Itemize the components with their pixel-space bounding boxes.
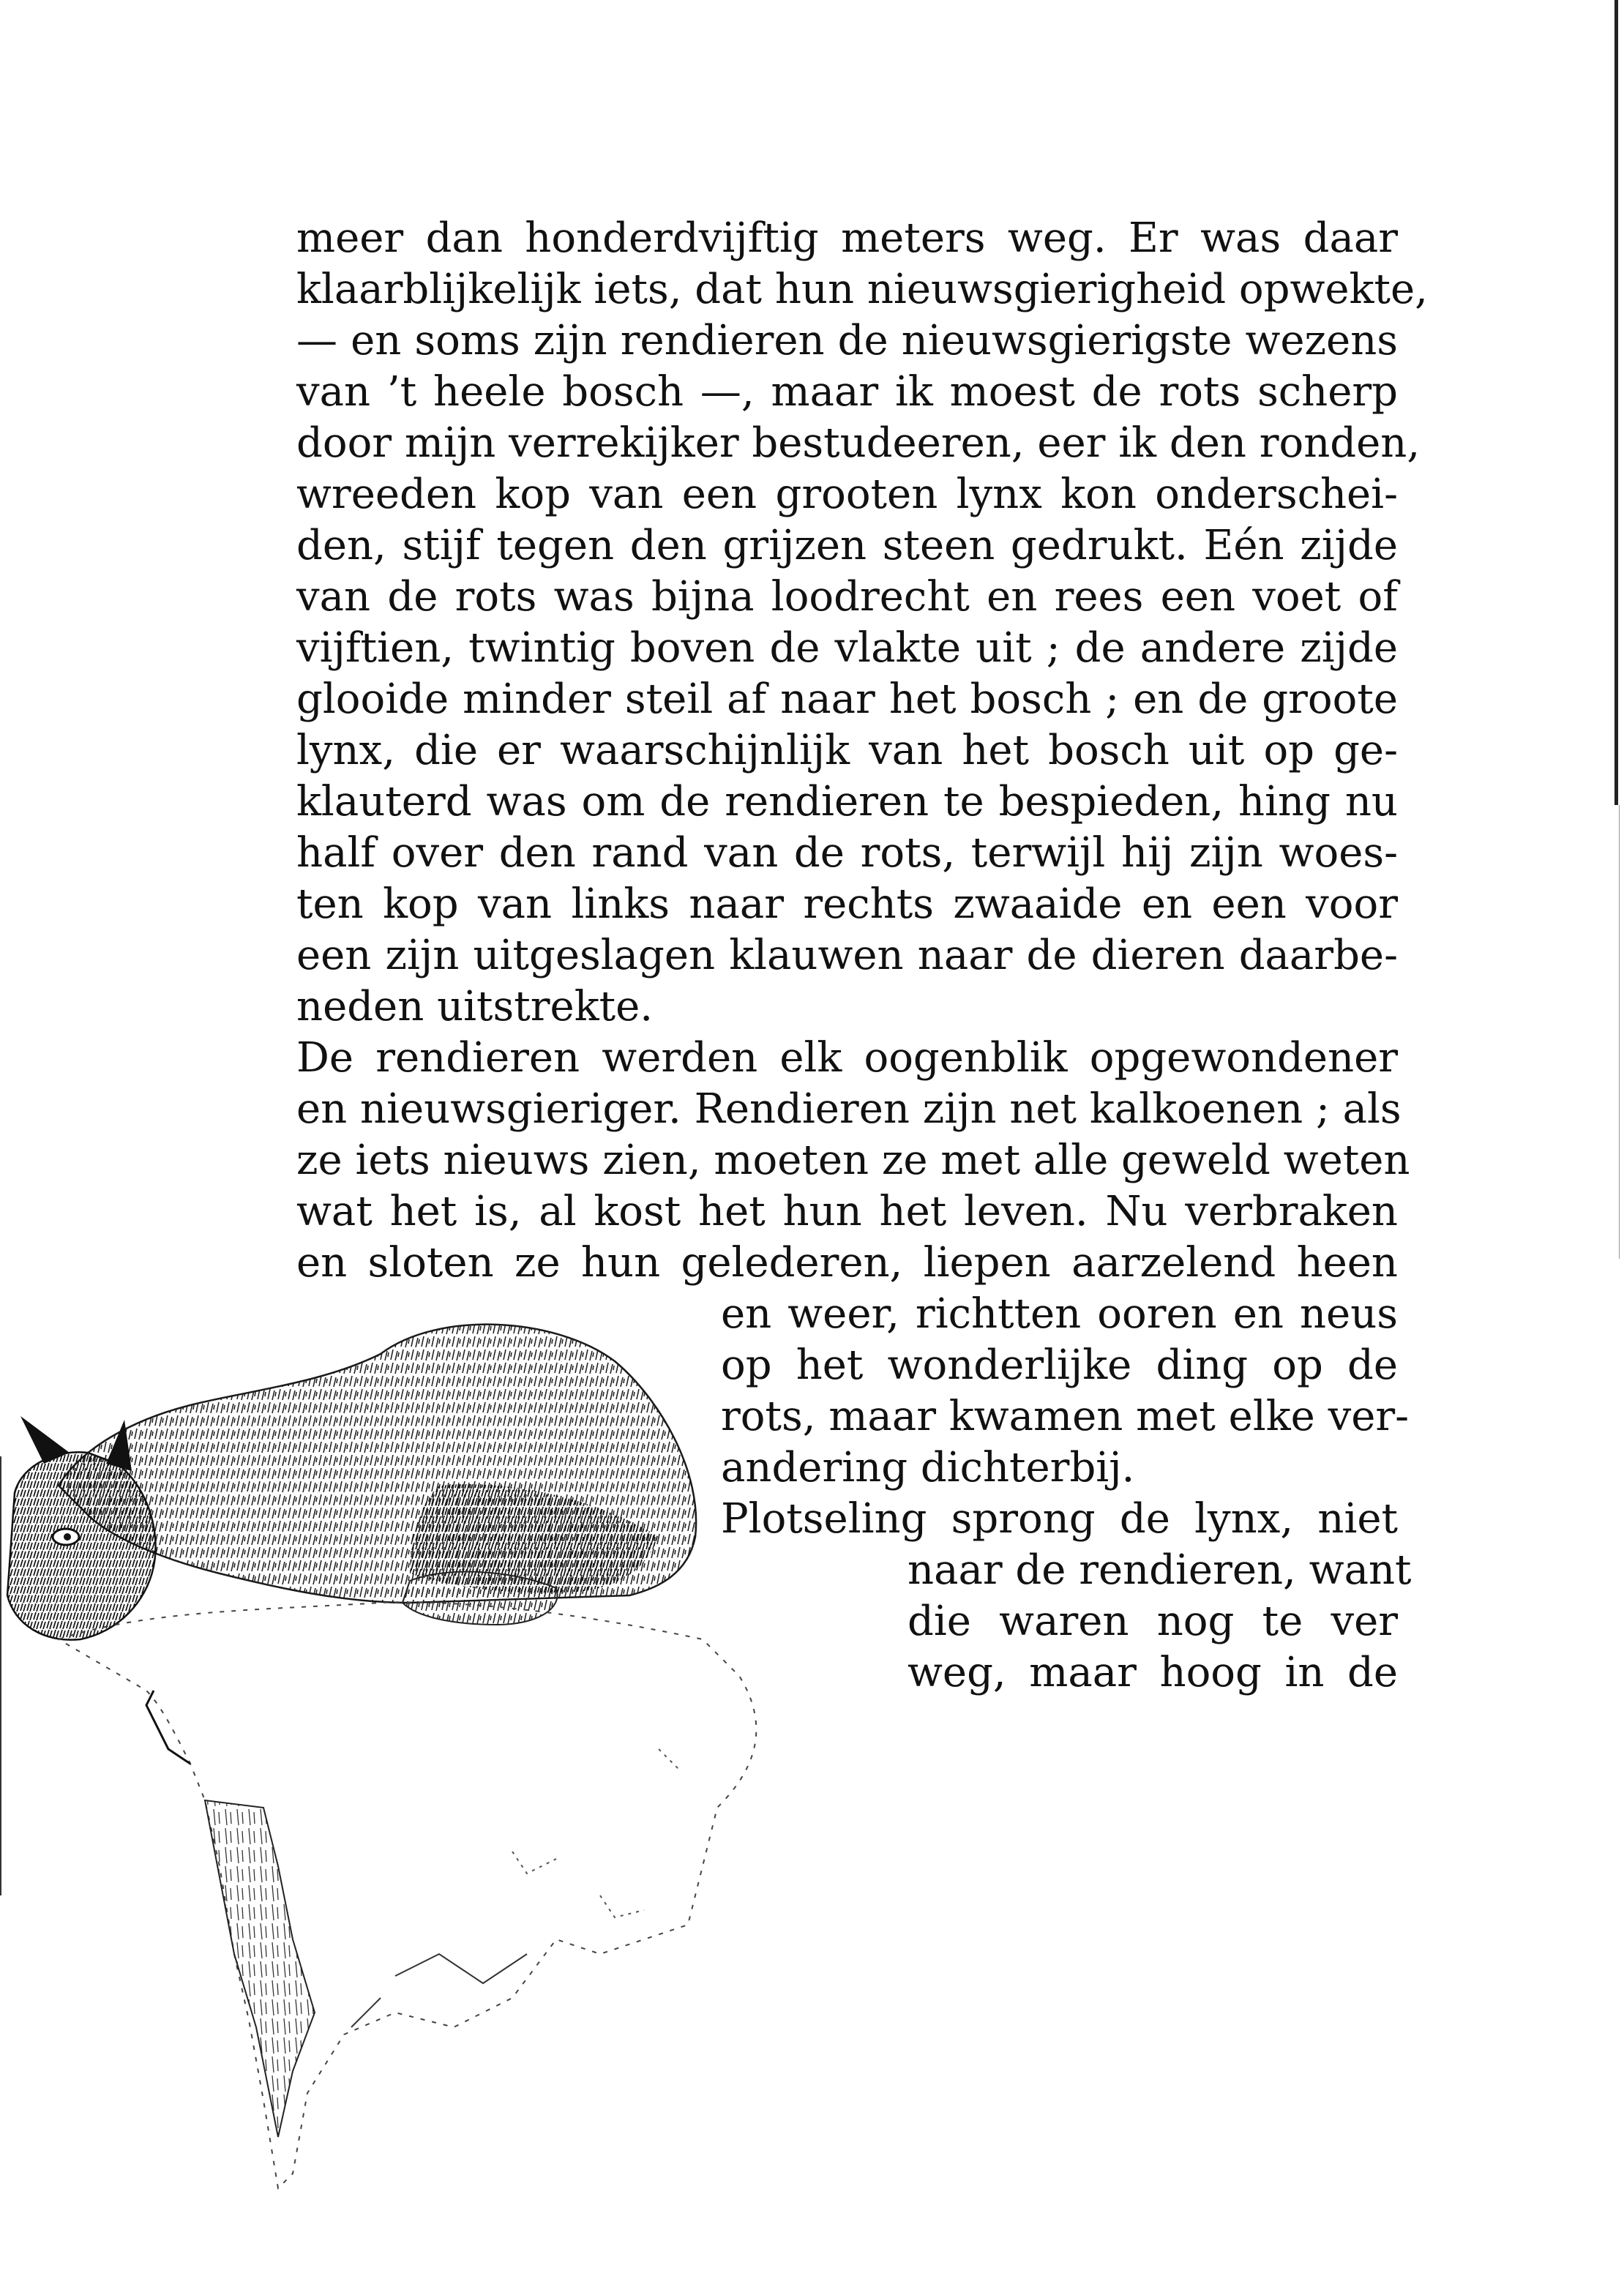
text-line: half over den rand van de rots, terwijl hij zijn woes- xyxy=(296,829,1398,877)
rock-detail xyxy=(512,1749,681,1917)
text-line: glooide minder steil af naar het bosch ; en de groote xyxy=(296,675,1398,723)
rock-face-shading xyxy=(205,1800,315,2137)
text-line: klaarblijkelijk iets, dat hun nieuwsgierigheid opwekte, xyxy=(296,266,1428,313)
lynx-on-rock-illustration xyxy=(0,1295,908,2196)
rock-crack xyxy=(351,1954,527,2027)
text-line: en weer, richtten ooren en neus xyxy=(721,1290,1398,1338)
page-edge-shadow-thin xyxy=(1619,805,1620,1259)
text-line: weg, maar hoog in de xyxy=(908,1649,1398,1696)
lynx-pupil xyxy=(64,1533,71,1541)
text-line: lynx, die er waarschijnlijk van het bosch uit op ge- xyxy=(296,727,1398,774)
text-line: van ’t heele bosch —, maar ik moest de rots scherp xyxy=(296,368,1398,416)
text-line: ze iets nieuws zien, moeten ze met alle geweld weten xyxy=(296,1137,1410,1184)
text-line: vijftien, twintig boven de vlakte uit ; de andere zijde xyxy=(296,624,1398,672)
text-line: en sloten ze hun gelederen, liepen aarzelend heen xyxy=(296,1239,1398,1287)
text-line: andering dichterbij. xyxy=(721,1444,1135,1491)
rock-edge xyxy=(146,1691,190,1764)
text-line: wreeden kop van een grooten lynx kon onderschei- xyxy=(296,471,1398,518)
text-line: — en soms zijn rendieren de nieuwsgierigste wezens xyxy=(296,317,1398,364)
text-line: klauterd was om de rendieren te bespieden, hing nu xyxy=(296,778,1398,826)
rock xyxy=(59,1602,756,2188)
text-line: van de rots was bijna loodrecht en rees een voet of xyxy=(296,573,1398,621)
page-edge-shadow xyxy=(1614,0,1618,805)
text-line: ten kop van links naar rechts zwaaide en een voor xyxy=(296,880,1398,928)
text-line: neden uitstrekte. xyxy=(296,983,654,1030)
text-line: naar de rendieren, want xyxy=(908,1546,1412,1594)
text-line: wat het is, al kost het hun het leven. Nu verbraken xyxy=(296,1188,1398,1235)
text-line: den, stijf tegen den grijzen steen gedrukt. Eén zijde xyxy=(296,522,1398,569)
text-line: en nieuwsgieriger. Rendieren zijn net kalkoenen ; als xyxy=(296,1085,1402,1133)
lynx-head xyxy=(7,1452,156,1639)
text-line: een zijn uitgeslagen klauwen naar de dieren daarbe- xyxy=(296,932,1398,979)
text-line: door mijn verrekijker bestudeeren, eer ik den ronden, xyxy=(296,419,1421,467)
text-line: Plotseling sprong de lynx, niet xyxy=(721,1495,1398,1543)
text-line: meer dan honderdvijftig meters weg. Er was daar xyxy=(296,214,1398,262)
text-line: die waren nog te ver xyxy=(908,1598,1398,1645)
text-line: De rendieren werden elk oogenblik opgewondener xyxy=(296,1034,1398,1082)
text-line: op het wonderlijke ding op de xyxy=(721,1341,1398,1389)
text-line: rots, maar kwamen met elke ver- xyxy=(721,1393,1410,1440)
